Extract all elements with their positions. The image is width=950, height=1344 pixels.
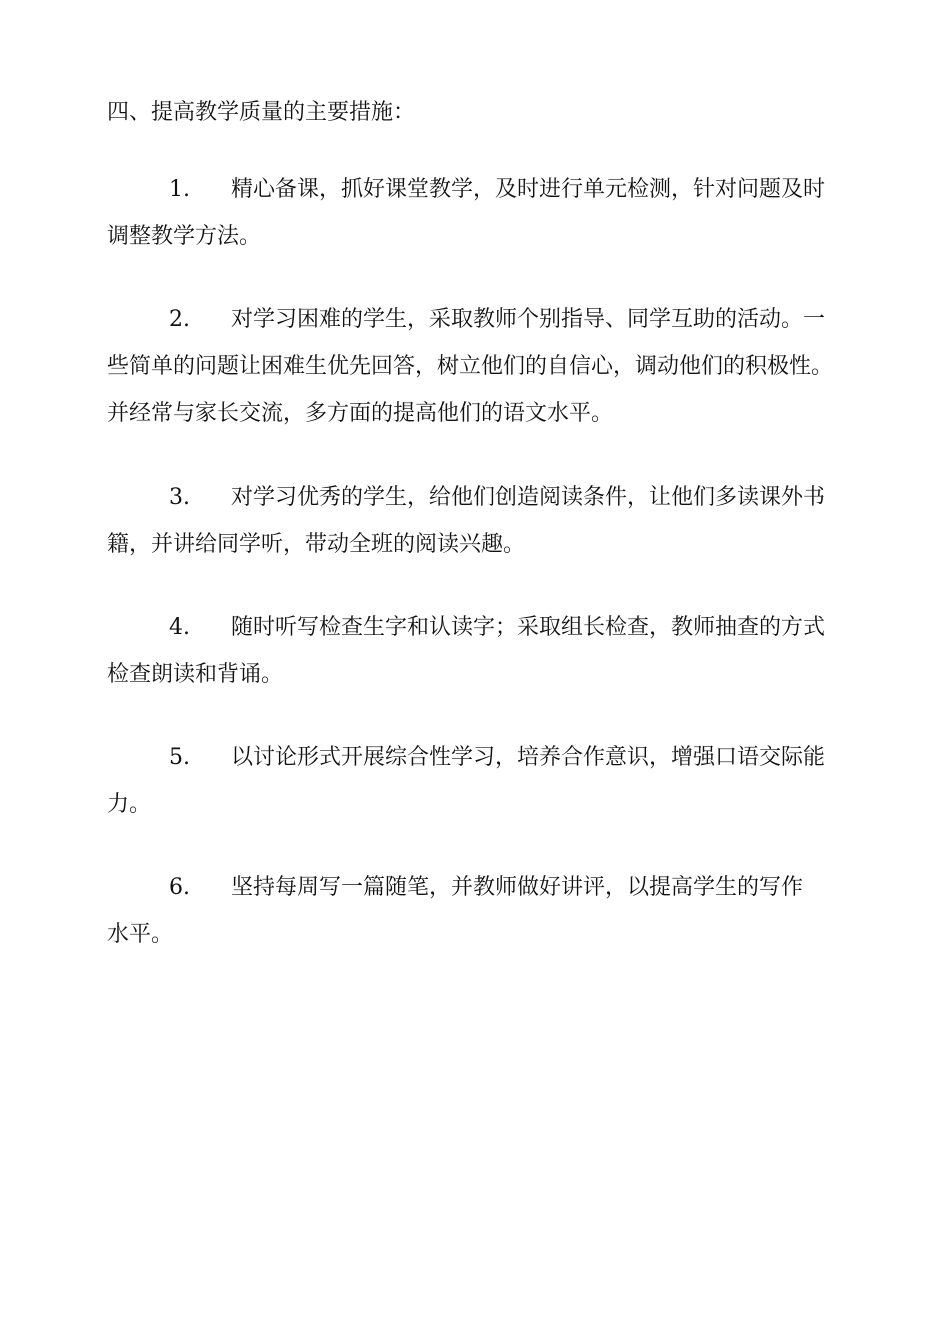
measure-item-line bbox=[107, 873, 877, 903]
measure-item-line bbox=[107, 175, 877, 205]
measure-item-line bbox=[107, 743, 877, 773]
section-heading: 四、提高教学质量的主要措施： bbox=[107, 100, 416, 125]
item-number: 1. bbox=[169, 177, 190, 202]
item-number: 6. bbox=[169, 875, 190, 900]
measure-item-line: 力。 bbox=[107, 792, 152, 817]
measure-item-1 bbox=[107, 175, 877, 252]
measure-item-2 bbox=[107, 305, 877, 429]
measure-item-line bbox=[107, 305, 877, 335]
item-text: 随时听写检查生字和认读字；采取组长检查，教师抽查的方式 bbox=[231, 615, 826, 640]
measure-item-6 bbox=[107, 873, 877, 950]
measure-item-3 bbox=[107, 483, 877, 560]
measure-item-line: 并经常与家长交流，多方面的提高他们的语文水平。 bbox=[107, 401, 614, 426]
measure-item-5 bbox=[107, 743, 877, 820]
item-text: 精心备课，抓好课堂教学，及时进行单元检测，针对问题及时 bbox=[231, 177, 826, 202]
measure-item-line bbox=[107, 613, 877, 643]
item-text: 对学习优秀的学生，给他们创造阅读条件，让他们多读课外书 bbox=[231, 485, 826, 510]
item-number: 2. bbox=[169, 307, 190, 332]
item-number: 5. bbox=[169, 745, 190, 770]
item-number: 3. bbox=[169, 485, 190, 510]
measure-item-line: 籍，并讲给同学听，带动全班的阅读兴趣。 bbox=[107, 532, 526, 557]
item-text: 坚持每周写一篇随笔，并教师做好讲评，以提高学生的写作 bbox=[231, 875, 804, 900]
measure-item-line: 水平。 bbox=[107, 922, 174, 947]
measure-item-line: 些简单的问题让困难生优先回答，树立他们的自信心，调动他们的积极性。 bbox=[107, 354, 834, 379]
item-number: 4. bbox=[169, 615, 190, 640]
measure-item-line: 检查朗读和背诵。 bbox=[107, 662, 284, 687]
item-text: 对学习困难的学生，采取教师个别指导、同学互助的活动。一 bbox=[231, 307, 826, 332]
item-text: 以讨论形式开展综合性学习，培养合作意识，增强口语交际能 bbox=[231, 745, 826, 770]
measure-item-4 bbox=[107, 613, 877, 690]
measure-item-line bbox=[107, 483, 877, 513]
measure-item-line: 调整教学方法。 bbox=[107, 224, 262, 249]
